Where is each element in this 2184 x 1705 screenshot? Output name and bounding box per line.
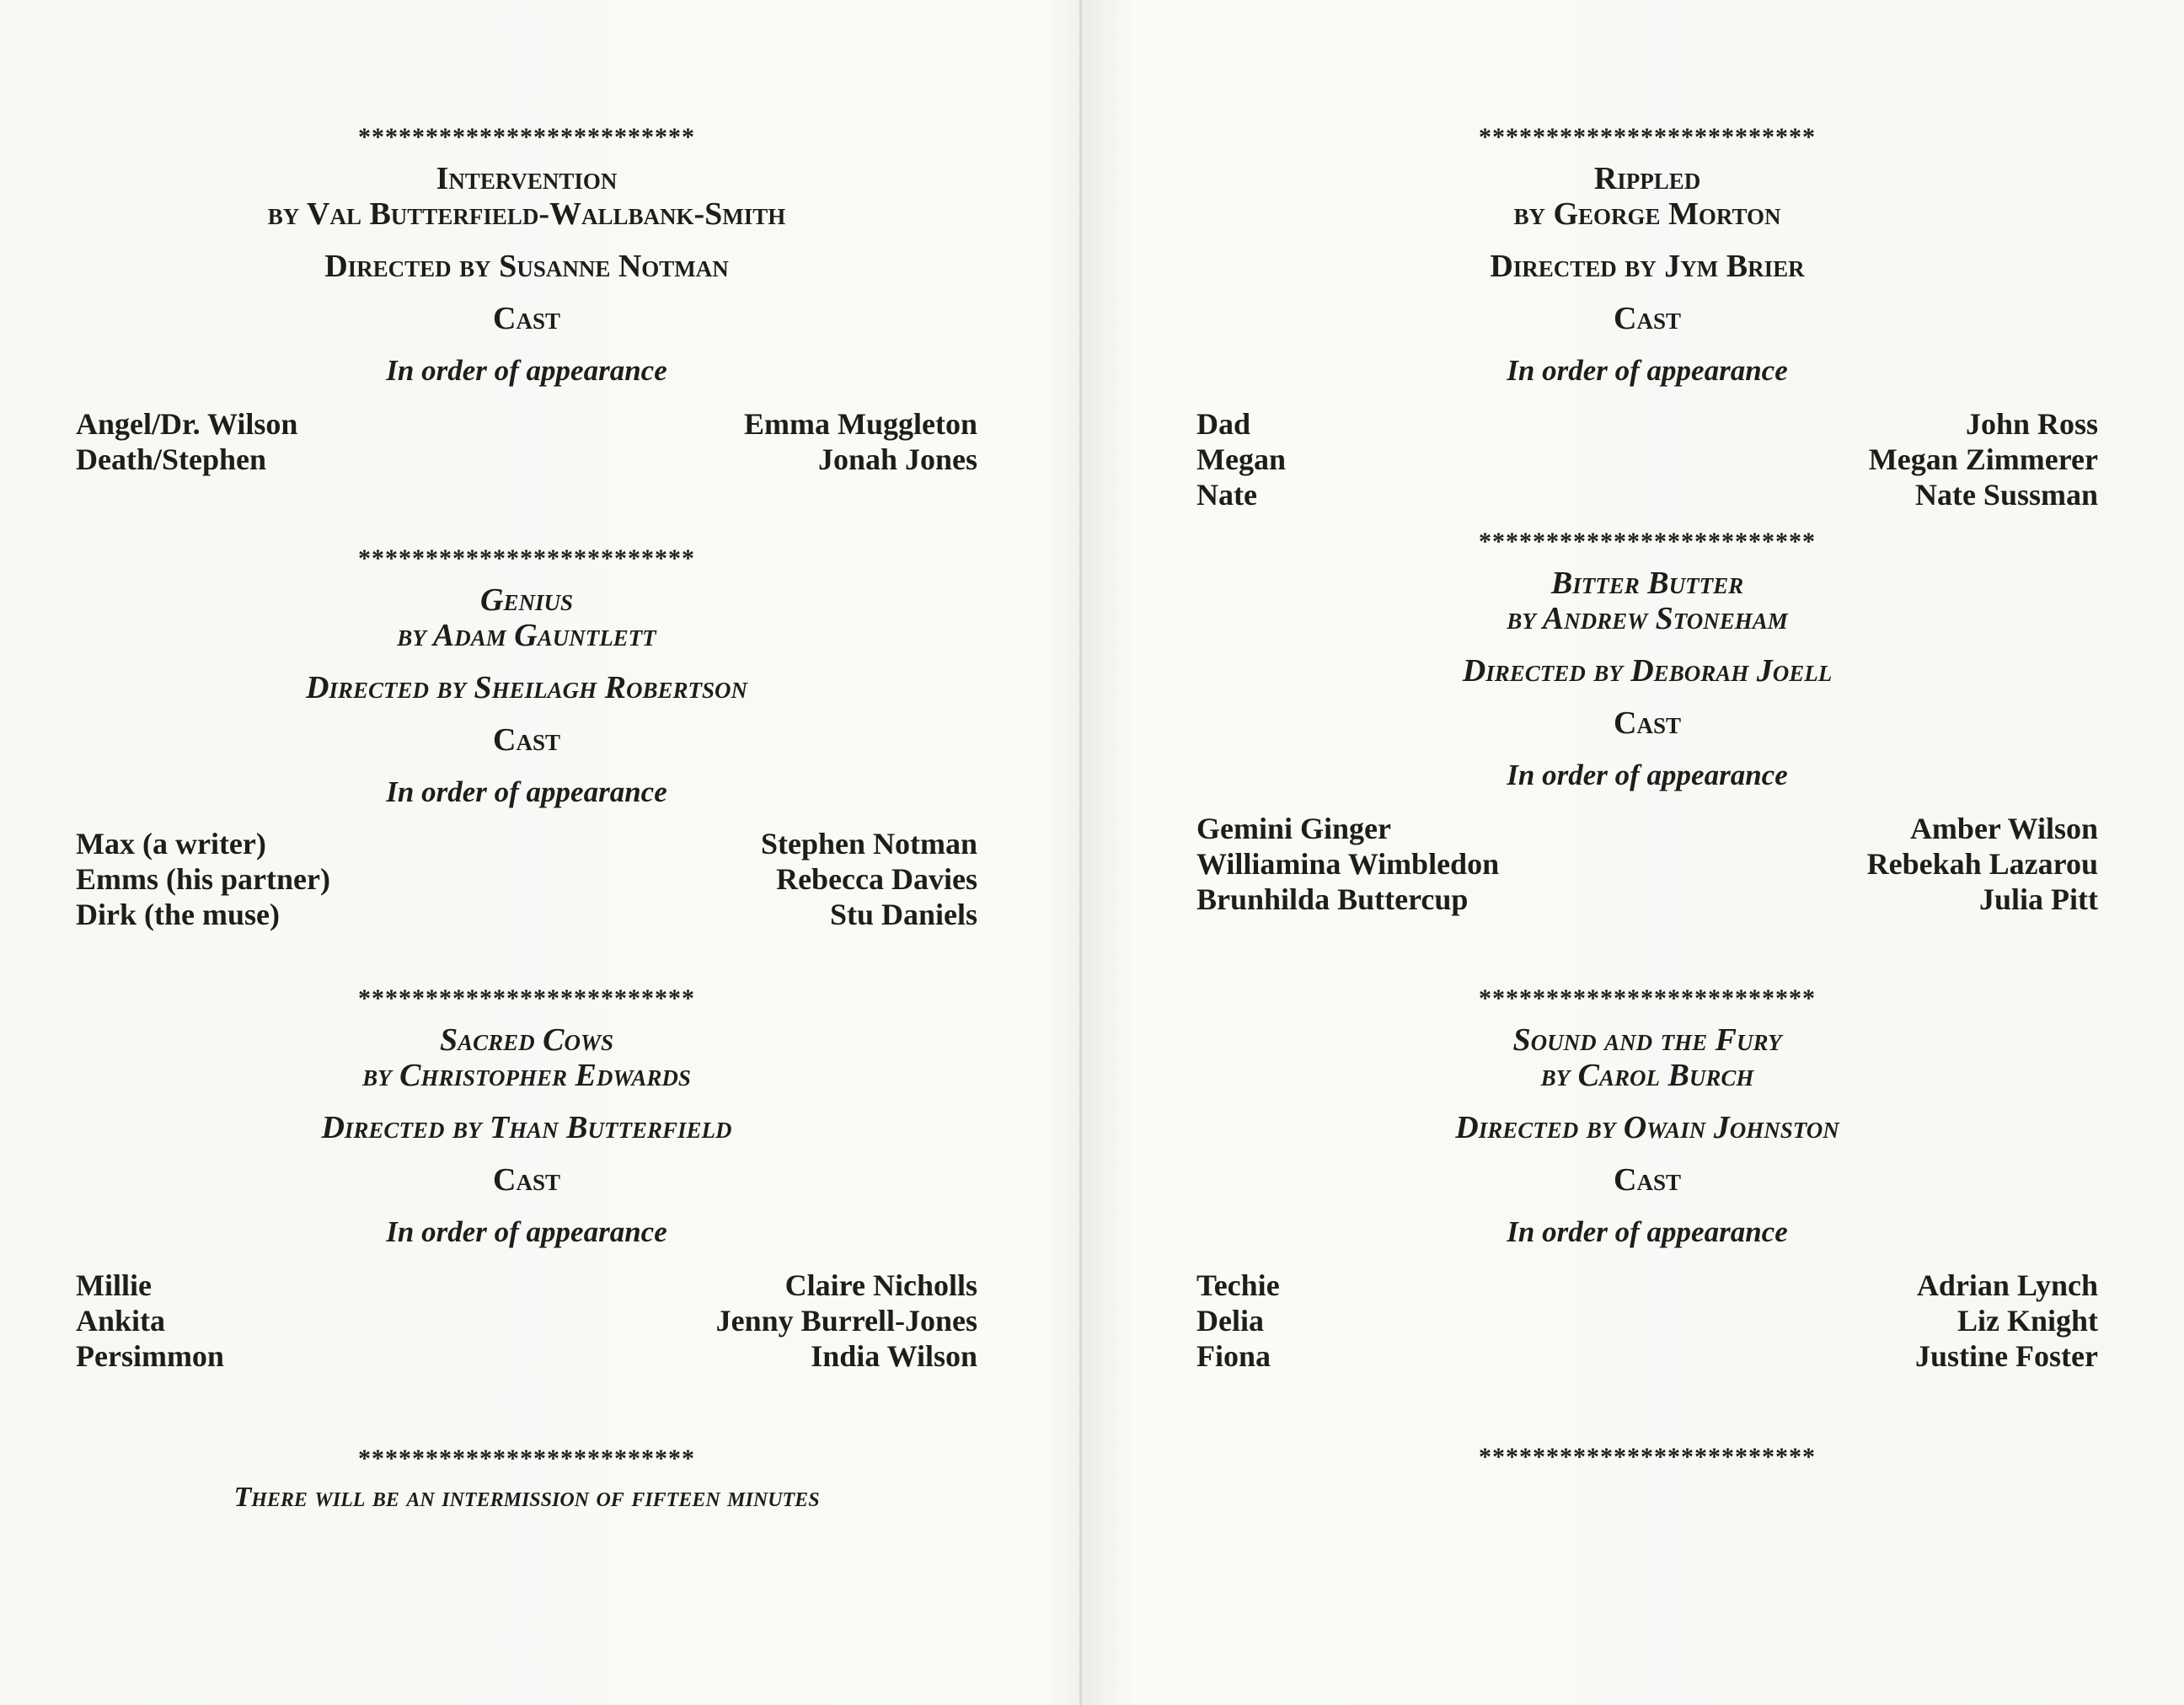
cast-row [1196,1303,2098,1338]
role-name: Dad [1196,407,1251,441]
cast-row [76,1303,977,1338]
separator-stars: ************************* [1479,984,1816,1012]
separator-stars: ************************* [358,123,695,151]
cast-heading: Cast [1614,1162,1681,1198]
actor-name: Emma Muggleton [744,407,977,441]
separator-stars: ************************* [1479,123,1816,151]
role-name: Gemini Ginger [1196,812,1391,845]
separator-stars: ************************* [1479,1443,1816,1471]
cast-heading: Cast [493,722,560,758]
separator-stars: ************************* [358,544,695,572]
actor-name: Claire Nicholls [784,1268,977,1302]
cast-row [1196,811,2098,846]
role-name: Delia [1196,1304,1264,1338]
role-name: Ankita [76,1304,166,1338]
actor-name: Amber Wilson [1909,812,2098,845]
play-director: Directed by Owain Johnston [1455,1110,1839,1145]
play-director: Directed by Sheilagh Robertson [305,670,747,705]
right-page [1196,0,2098,1705]
actor-name: Rebecca Davies [776,862,977,896]
play-title: Sacred Cows [439,1022,614,1058]
actor-name: Stu Daniels [829,898,977,931]
role-name: Angel/Dr. Wilson [76,407,298,441]
role-name: Techie [1196,1268,1280,1302]
cast-row [1196,1338,2098,1374]
cast-row [1196,882,2098,917]
play-title: Sound and the Fury [1512,1022,1782,1058]
left-page [76,0,977,1705]
play-title: Rippled [1593,161,1701,196]
role-name: Emms (his partner) [76,862,330,896]
play-title: Genius [480,582,573,618]
role-name: Persimmon [76,1339,224,1373]
play-director: Directed by Jym Brier [1490,249,1805,284]
cast-heading: Cast [1614,301,1681,336]
actor-name: Adrian Lynch [1916,1268,2098,1302]
order-note: In order of appearance [1507,354,1788,387]
role-name: Max (a writer) [76,827,266,861]
play-director: Directed by Deborah Joell [1462,653,1833,689]
intermission-note: There will be an intermission of fifteen minutes [233,1482,820,1513]
actor-name: Stephen Notman [760,827,977,861]
cast-heading: Cast [1614,705,1681,741]
play-director: Directed by Than Butterfield [321,1110,732,1145]
play-author: by Christopher Edwards [362,1058,691,1093]
actor-name: Justine Foster [1915,1339,2098,1373]
actor-name: India Wilson [811,1339,977,1373]
cast-row [1196,406,2098,442]
separator-stars: ************************* [1479,528,1816,555]
actor-name: Nate Sussman [1914,478,2098,512]
actor-name: John Ross [1965,407,2098,441]
cast-row [1196,846,2098,882]
role-name: Death/Stephen [76,442,267,476]
separator-stars: ************************* [358,984,695,1012]
cast-row [76,1268,977,1303]
center-fold [1079,0,1082,1705]
cast-heading: Cast [493,1162,560,1198]
order-note: In order of appearance [386,354,667,387]
play-author: by George Morton [1513,196,1781,232]
actor-name: Rebekah Lazarou [1866,847,2098,881]
cast-heading: Cast [493,301,560,336]
order-note: In order of appearance [386,775,667,808]
role-name: Nate [1196,478,1257,512]
cast-row [1196,477,2098,512]
role-name: Williamina Wimbledon [1196,847,1500,881]
cast-row [1196,1268,2098,1303]
cast-row [76,826,977,861]
actor-name: Jonah Jones [817,442,977,476]
role-name: Millie [76,1268,152,1302]
actor-name: Jenny Burrell-Jones [715,1304,977,1338]
order-note: In order of appearance [386,1215,667,1248]
play-director: Directed by Susanne Notman [324,249,729,284]
play-author: by Val Butterfield-Wallbank-Smith [267,196,786,232]
cast-row [76,406,977,442]
cast-row [1196,442,2098,477]
cast-row [76,442,977,477]
play-author: by Carol Burch [1540,1058,1754,1093]
cast-row [76,1338,977,1374]
cast-row [76,861,977,897]
order-note: In order of appearance [1507,759,1788,791]
role-name: Megan [1196,442,1286,476]
role-name: Brunhilda Buttercup [1196,882,1469,916]
play-author: by Andrew Stoneham [1507,601,1788,636]
role-name: Dirk (the muse) [76,898,280,931]
play-author: by Adam Gauntlett [397,618,656,653]
separator-stars: ************************* [358,1445,695,1472]
cast-row [76,897,977,932]
order-note: In order of appearance [1507,1215,1788,1248]
actor-name: Megan Zimmerer [1868,442,2098,476]
actor-name: Liz Knight [1956,1304,2098,1338]
play-title: Intervention [436,161,618,196]
actor-name: Julia Pitt [1979,882,2098,916]
play-title: Bitter Butter [1550,566,1744,601]
role-name: Fiona [1196,1339,1271,1373]
